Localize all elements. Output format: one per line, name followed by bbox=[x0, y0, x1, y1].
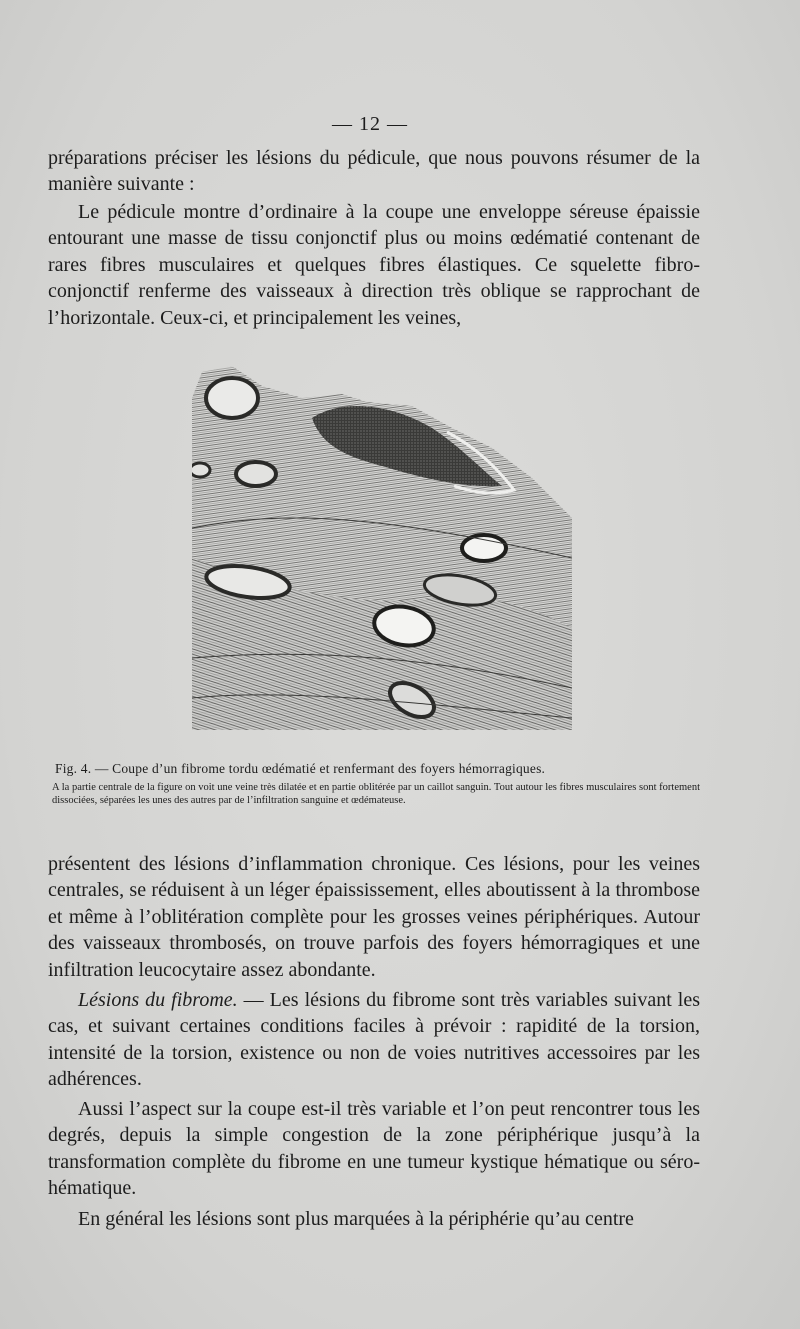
section-heading-italic: Lésions du fibrome. bbox=[78, 989, 238, 1011]
figure-caption-body: A la partie centrale de la figure on voit une veine très dilatée et en partie oblitérée par un caillot sanguin. Tout autour les fibres musculaires sont fortement dissociées, séparées les unes des autres par de l’infiltration sanguine et œdémateuse. bbox=[52, 782, 700, 806]
paragraph-2: Le pédicule montre d’ordinaire à la coupe une enveloppe séreuse épaissie entourant une masse de tissu conjonctif plus ou moins œdématié contenant de rares fibres musculaires et quelques fibres élastiques. Ce squelette fibro-conjonctif renferme des vaisseaux à direction très oblique se rapprochant de l’horizontale. Ceux-ci, et principalement les veines, bbox=[48, 201, 700, 329]
histology-figure bbox=[192, 358, 572, 730]
paragraph-4-text: — Les lésions du fibrome sont très variables suivant les cas, et suivant certaines conditions faciles à prévoir : rapidité de la torsion, intensité de la torsion, existence ou non de voies nutritives accessoires par les adhérences. bbox=[48, 989, 700, 1091]
paragraph-3: présentent des lésions d’inflammation chronique. Ces lésions, pour les veines centrales, se réduisent à un léger épaississement, elles aboutissent à la thrombose et même à l’oblitération complète pour les grosses veines périphériques. Autour des vaisseaux thrombosés, on trouve parfois des foyers hémorragiques et une infiltration leucocytaire assez abondante. bbox=[48, 853, 700, 981]
figure-caption-title: Fig. 4. — Coupe d’un fibrome tordu œdématié et renfermant des foyers hémorragiques. bbox=[55, 761, 546, 776]
paragraph-5: Aussi l’aspect sur la coupe est-il très variable et l’on peut rencontrer tous les degrés, depuis la simple congestion de la zone périphérique jusqu’à la transformation complète du fibrome en une tumeur kystique hématique ou séro-hématique. bbox=[48, 1098, 700, 1200]
histology-illustration bbox=[192, 358, 572, 730]
paragraph-6: En général les lésions sont plus marquées à la périphérie qu’au centre bbox=[78, 1208, 634, 1230]
page-number: — 12 — bbox=[332, 113, 408, 135]
paragraph-4 bbox=[48, 987, 700, 1093]
paragraph-1: préparations préciser les lésions du pédicule, que nous pouvons résumer de la manière suivante : bbox=[48, 147, 700, 196]
